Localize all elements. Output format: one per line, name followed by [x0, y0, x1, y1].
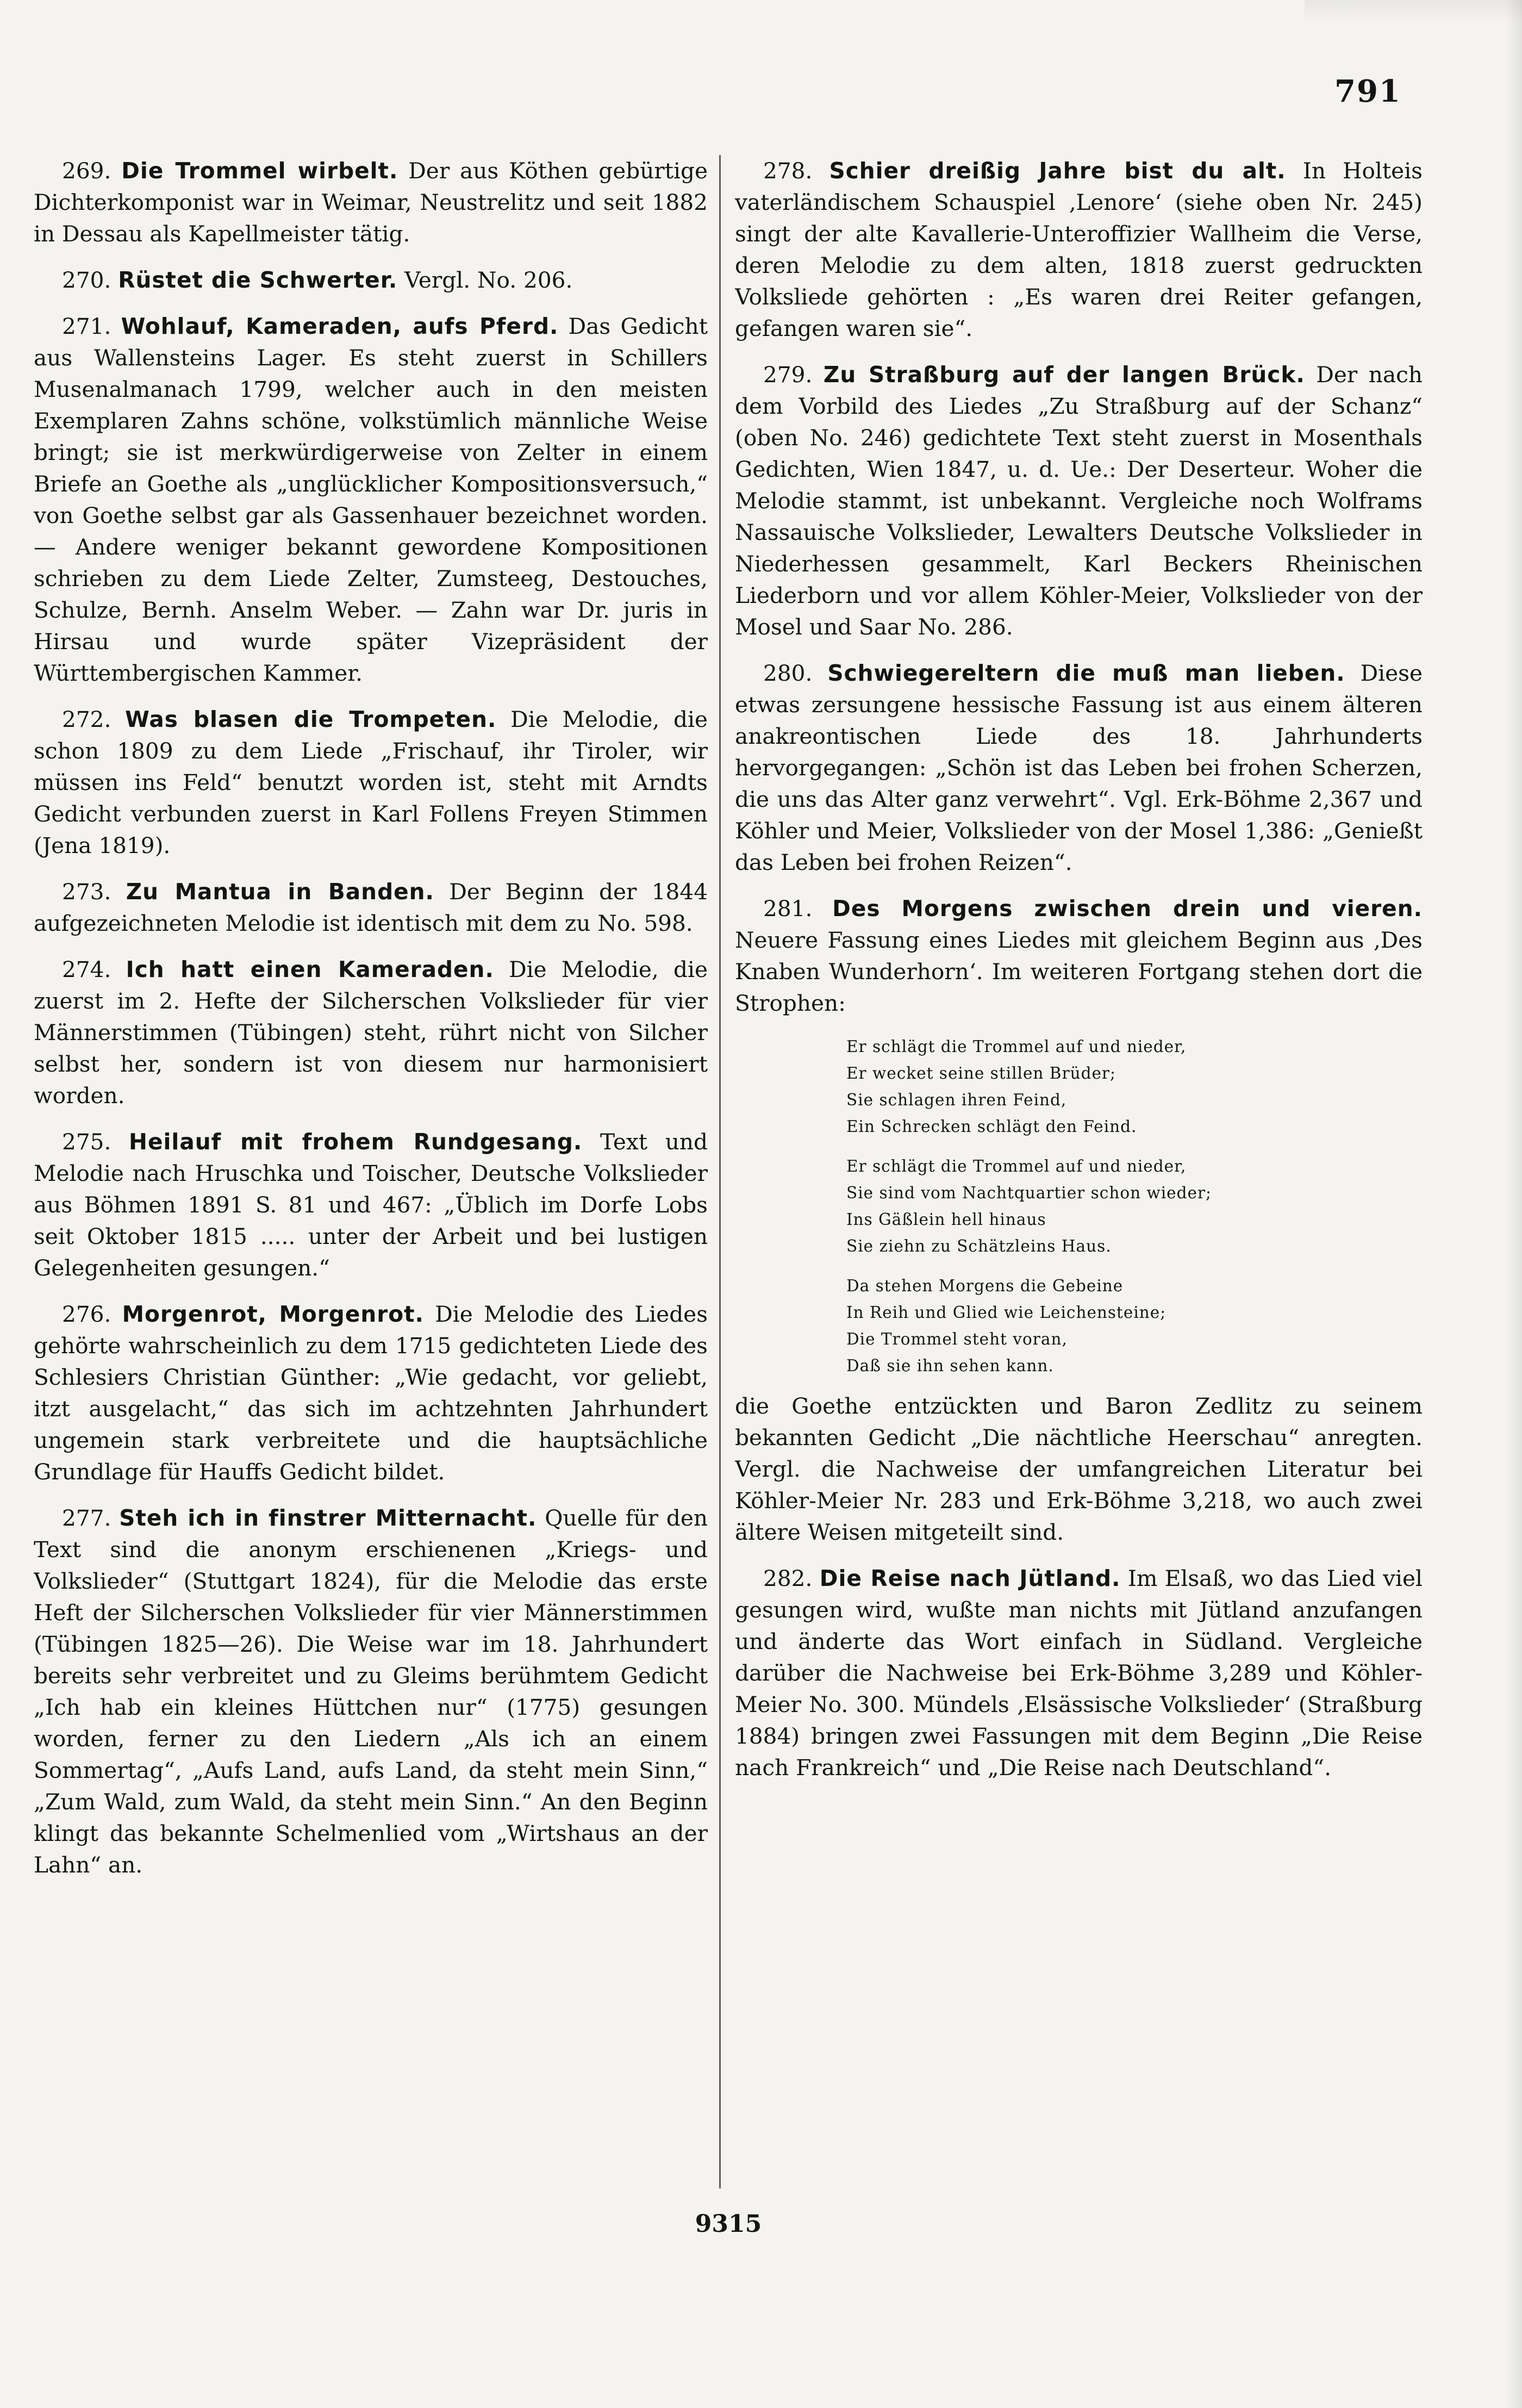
entry-title: Heilauf mit frohem Rundgesang. — [129, 1129, 583, 1155]
footer-signature: 9315 — [695, 2210, 762, 2238]
entry-title: Rüstet die Schwerter. — [118, 267, 398, 293]
poem-line: Sie schlagen ihren Feind, — [846, 1091, 1067, 1109]
entry-title: Steh ich in finstrer Mitternacht. — [119, 1505, 537, 1531]
entry-text: Die Melodie, die schon 1809 zu dem Liede „Frischauf, ihr Tiroler, wir müssen ins Feld“ benutzt worden ist, steht mit Arndts Gedicht verbunden zuerst in Karl Follens Freyen Stimmen (Jena 1819). — [34, 706, 708, 858]
column-divider — [719, 155, 721, 2188]
entry-title: Morgenrot, Morgenrot. — [122, 1301, 424, 1327]
poem-line: Er schlägt die Trommel auf und nieder, — [846, 1157, 1187, 1175]
entry-271: 271. Wohlauf, Kameraden, aufs Pferd. Das Gedicht aus Wallensteins Lager. Es steht zuerst in Schillers Musenalmanach 1799, welcher auch in den meisten Exemplaren Zahns schöne, volkstümlich männliche Weise bringt; sie ist merkwürdigerweise von Zelter in einem Briefe an Goethe als „unglücklicher Kompositionsversuch,“ von Goethe selbst gar als Gassenhauer bezeichnet worden. — Andere weniger bekannt gewordene Kompositionen schrieben zu dem Liede Zelter, Zumsteeg, Destouches, Schulze, Bernh. Anselm Weber. — Zahn war Dr. juris in Hirsau und wurde später Vizepräsident der Württembergischen Kammer. — [34, 313, 708, 686]
poem-stanza — [846, 1153, 1423, 1260]
entry-text: Diese etwas zersungene hessische Fassung ist aus einem älteren anakreontischen Liede des 18. Jahrhunderts hervorgegangen: „Schön ist das Leben bei frohen Scherzen, die uns das Alter ganz verwehrt“. Vgl. Erk-Böhme 2,367 und Köhler und Meier, Volkslieder von der Mosel 1,386: „Genießt das Leben bei frohen Reizen“. — [735, 660, 1423, 875]
entry-281-continuation: die Goethe entzückten und Baron Zedlitz zu seinem bekannten Gedicht „Die nächtliche Heerschau“ anregten. Vergl. die Nachweise der umfangreichen Literatur bei Köhler-Meier Nr. 283 und Erk-Böhme 3,218, wo auch zwei ältere Weisen mitgeteilt sind. — [735, 1393, 1423, 1545]
poem-line: Daß sie ihn sehen kann. — [846, 1357, 1054, 1375]
entry-text: Der aus Köthen gebürtige Dichterkomponist war in Weimar, Neustrelitz und seit 1882 in Dessau als Kapellmeister tätig. — [34, 158, 708, 247]
right-column — [735, 155, 1423, 2199]
poem-line: Sie sind vom Nachtquartier schon wieder; — [846, 1184, 1212, 1202]
entry-273: 273. Zu Mantua in Banden. Der Beginn der 1844 aufgezeichneten Melodie ist identisch mit dem zu No. 598. — [34, 879, 708, 936]
entry-text: Der Beginn der 1844 aufgezeichneten Melodie ist identisch mit dem zu No. 598. — [34, 879, 708, 936]
entry-title: Die Trommel wirbelt. — [121, 158, 398, 184]
entry-text: In Holteis vaterländischem Schauspiel ‚Lenore‘ (siehe oben Nr. 245) singt der alte Kavallerie-Unteroffizier Wallheim die Verse, deren Melodie zu dem alten, 1818 zuerst gedruckten Volksliede gehörten : „Es waren drei Reiter gefangen, gefangen waren sie“. — [735, 158, 1423, 341]
poem-line: Die Trommel steht voran, — [846, 1330, 1068, 1348]
entry-277: 277. Steh ich in finstrer Mitternacht. Quelle für den Text sind die anonym erschienenen „Kriegs- und Volkslieder“ (Stuttgart 1824), für die Melodie das erste Heft der Silcherschen Volkslieder für vier Männerstimmen (Tübingen 1825—26). Die Weise war im 18. Jahrhundert bereits sehr verbreitet und zu Gleims berühmtem Gedicht „Ich hab ein kleines Hüttchen nur“ (1775) gesungen worden, ferner zu den Liedern „Als ich an einem Sommertag“, „Aufs Land, aufs Land, da steht mein Sinn,“ „Zum Wald, zum Wald, da steht mein Sinn.“ An den Beginn klingt das bekannte Schelmenlied vom „Wirtshaus an der Lahn“ an. — [34, 1505, 708, 1878]
poem-stanza — [846, 1034, 1423, 1140]
page-number: 791 — [1334, 73, 1401, 109]
poem-quote — [846, 1034, 1423, 1379]
entry-270: 270. Rüstet die Schwerter. Vergl. No. 206. — [62, 267, 573, 293]
entry-text: Quelle für den Text sind die anonym erschienenen „Kriegs- und Volkslieder“ (Stuttgart 1824), für die Melodie das erste Heft der Silcherschen Volkslieder für vier Männerstimmen (Tübingen 1825—26). Die Weise war im 18. Jahrhundert bereits sehr verbreitet und zu Gleims berühmtem Gedicht „Ich hab ein kleines Hüttchen nur“ (1775) gesungen worden, ferner zu den Liedern „Als ich an einem Sommertag“, „Aufs Land, aufs Land, da steht mein Sinn,“ „Zum Wald, zum Wald, da steht mein Sinn.“ An den Beginn klingt das bekannte Schelmenlied vom „Wirtshaus an der Lahn“ an. — [34, 1505, 708, 1878]
entry-280: 280. Schwiegereltern die muß man lieben. Diese etwas zersungene hessische Fassung ist aus einem älteren anakreontischen Liede des 18. Jahrhunderts hervorgegangen: „Schön ist das Leben bei frohen Scherzen, die uns das Alter ganz verwehrt“. Vgl. Erk-Böhme 2,367 und Köhler und Meier, Volkslieder von der Mosel 1,386: „Genießt das Leben bei frohen Reizen“. — [735, 660, 1423, 875]
left-column — [34, 155, 708, 2199]
entry-title: Zu Straßburg auf der langen Brück. — [823, 362, 1305, 388]
poem-line: Sie ziehn zu Schätzleins Haus. — [846, 1237, 1112, 1255]
scan-shadow — [1305, 0, 1522, 22]
entry-text: Der nach dem Vorbild des Liedes „Zu Straßburg auf der Schanz“ (oben No. 246) gedichtete Text steht zuerst in Mosenthals Gedichten, Wien 1847, u. d. Ue.: Der Deserteur. Woher die Melodie stammt, ist unbekannt. Vergleiche noch Wolframs Nassauische Volkslieder, Lewalters Deutsche Volkslieder in Niederhessen gesammelt, Karl Beckers Rheinischen Liederborn und vor allem Köhler-Meier, Volkslieder von der Mosel und Saar No. 286. — [735, 362, 1423, 640]
poem-line: Er wecket seine stillen Brüder; — [846, 1064, 1116, 1082]
poem-line: Da stehen Morgens die Gebeine — [846, 1277, 1124, 1295]
entry-text: Neuere Fassung eines Liedes mit gleichem Beginn aus ‚Des Knaben Wunderhorn‘. Im weiteren Fortgang stehen dort die Strophen: — [735, 927, 1423, 1016]
entry-title: Was blasen die Trompeten. — [125, 706, 497, 732]
entry-282: 282. Die Reise nach Jütland. Im Elsaß, wo das Lied viel gesungen wird, wußte man nichts mit Jütland anzufangen und änderte das Wort einfach in Südland. Vergleiche darüber die Nachweise bei Erk-Böhme 3,289 und Köhler-Meier No. 300. Mündels ‚Elsässische Volkslieder‘ (Straßburg 1884) bringen zwei Fassungen mit dem Beginn „Die Reise nach Frankreich“ und „Die Reise nach Deutschland“. — [735, 1565, 1423, 1781]
entry-title: Die Reise nach Jütland. — [819, 1565, 1121, 1591]
entry-272: 272. Was blasen die Trompeten. Die Melodie, die schon 1809 zu dem Liede „Frischauf, ihr Tiroler, wir müssen ins Feld“ benutzt worden ist, steht mit Arndts Gedicht verbunden zuerst in Karl Follens Freyen Stimmen (Jena 1819). — [34, 706, 708, 858]
poem-line: Ins Gäßlein hell hinaus — [846, 1210, 1046, 1229]
entry-text: Vergl. No. 206. — [404, 267, 573, 293]
entry-274: 274. Ich hatt einen Kameraden. Die Melodie, die zuerst im 2. Hefte der Silcherschen Volkslieder für vier Männerstimmen (Tübingen) steht, rührt nicht von Silcher selbst her, sondern ist von diesem nur harmonisiert worden. — [34, 956, 708, 1109]
entry-title: Ich hatt einen Kameraden. — [126, 956, 494, 982]
entry-text: Die Melodie, die zuerst im 2. Hefte der Silcherschen Volkslieder für vier Männerstimmen (Tübingen) steht, rührt nicht von Silcher selbst her, sondern ist von diesem nur harmonisiert worden. — [34, 956, 708, 1109]
entry-text: Im Elsaß, wo das Lied viel gesungen wird, wußte man nichts mit Jütland anzufangen und änderte das Wort einfach in Südland. Vergleiche darüber die Nachweise bei Erk-Böhme 3,289 und Köhler-Meier No. 300. Mündels ‚Elsässische Volkslieder‘ (Straßburg 1884) bringen zwei Fassungen mit dem Beginn „Die Reise nach Frankreich“ und „Die Reise nach Deutschland“. — [735, 1565, 1423, 1781]
entry-text: Das Gedicht aus Wallensteins Lager. Es steht zuerst in Schillers Musenalmanach 1799, welcher auch in den meisten Exemplaren Zahns schöne, volkstümlich männliche Weise bringt; sie ist merkwürdigerweise von Zelter in einem Briefe an Goethe als „unglücklicher Kompositionsversuch,“ von Goethe selbst gar als Gassenhauer bezeichnet worden. — Andere weniger bekannt gewordene Kompositionen schrieben zu dem Liede Zelter, Zumsteeg, Destouches, Schulze, Bernh. Anselm Weber. — Zahn war Dr. juris in Hirsau und wurde später Vizepräsident der Württembergischen Kammer. — [34, 313, 708, 686]
poem-line: Ein Schrecken schlägt den Feind. — [846, 1117, 1137, 1136]
entry-title: Wohlauf, Kameraden, aufs Pferd. — [121, 313, 559, 339]
entry-text: Die Melodie des Liedes gehörte wahrscheinlich zu dem 1715 gedichteten Liede des Schlesiers Christian Günther: „Wie gedacht, vor geliebt, itzt ausgelacht,“ das sich im achtzehnten Jahrhundert ungemein stark verbreitete und die hauptsächliche Grundlage für Hauffs Gedicht bildet. — [34, 1301, 708, 1485]
entry-276: 276. Morgenrot, Morgenrot. Die Melodie des Liedes gehörte wahrscheinlich zu dem 1715 gedichteten Liede des Schlesiers Christian Günther: „Wie gedacht, vor geliebt, itzt ausgelacht,“ das sich im achtzehnten Jahrhundert ungemein stark verbreitete und die hauptsächliche Grundlage für Hauffs Gedicht bildet. — [34, 1301, 708, 1485]
entry-title: Des Morgens zwischen drein und vieren. — [832, 895, 1423, 922]
poem-line: Er schlägt die Trommel auf und nieder, — [846, 1037, 1187, 1056]
entry-278: 278. Schier dreißig Jahre bist du alt. In Holteis vaterländischem Schauspiel ‚Lenore‘ (siehe oben Nr. 245) singt der alte Kavallerie-Unteroffizier Wallheim die Verse, deren Melodie zu dem alten, 1818 zuerst gedruckten Volksliede gehörten : „Es waren drei Reiter gefangen, gefangen waren sie“. — [735, 158, 1423, 341]
entry-275: 275. Heilauf mit frohem Rundgesang. Text und Melodie nach Hruschka und Toischer, Deutsche Volkslieder aus Böhmen 1891 S. 81 und 467: „Üblich im Dorfe Lobs seit Oktober 1815 ..... unter der Arbeit und bei lustigen Gelegenheiten gesungen.“ — [34, 1129, 708, 1281]
entry-title: Schier dreißig Jahre bist du alt. — [829, 158, 1286, 184]
entry-text: Text und Melodie nach Hruschka und Toischer, Deutsche Volkslieder aus Böhmen 1891 S. 81 und 467: „Üblich im Dorfe Lobs seit Oktober 1815 ..... unter der Arbeit und bei lustigen Gelegenheiten gesungen.“ — [34, 1129, 708, 1281]
poem-stanza — [846, 1273, 1423, 1379]
entry-281: 281. Des Morgens zwischen drein und vieren. Neuere Fassung eines Liedes mit gleichem Beginn aus ‚Des Knaben Wunderhorn‘. Im weiteren Fortgang stehen dort die Strophen: — [735, 895, 1423, 1016]
entry-279: 279. Zu Straßburg auf der langen Brück. Der nach dem Vorbild des Liedes „Zu Straßburg auf der Schanz“ (oben No. 246) gedichtete Text steht zuerst in Mosenthals Gedichten, Wien 1847, u. d. Ue.: Der Deserteur. Woher die Melodie stammt, ist unbekannt. Vergleiche noch Wolframs Nassauische Volkslieder, Lewalters Deutsche Volkslieder in Niederhessen gesammelt, Karl Beckers Rheinischen Liederborn und vor allem Köhler-Meier, Volkslieder von der Mosel und Saar No. 286. — [735, 362, 1423, 640]
entry-269: 269. Die Trommel wirbelt. Der aus Köthen gebürtige Dichterkomponist war in Weimar, Neustrelitz und seit 1882 in Dessau als Kapellmeister tätig. — [34, 158, 708, 247]
entry-title: Zu Mantua in Banden. — [126, 879, 434, 905]
entry-title: Schwiegereltern die muß man lieben. — [827, 660, 1345, 686]
scan-edge — [1506, 0, 1522, 2408]
poem-line: In Reih und Glied wie Leichensteine; — [846, 1303, 1167, 1322]
